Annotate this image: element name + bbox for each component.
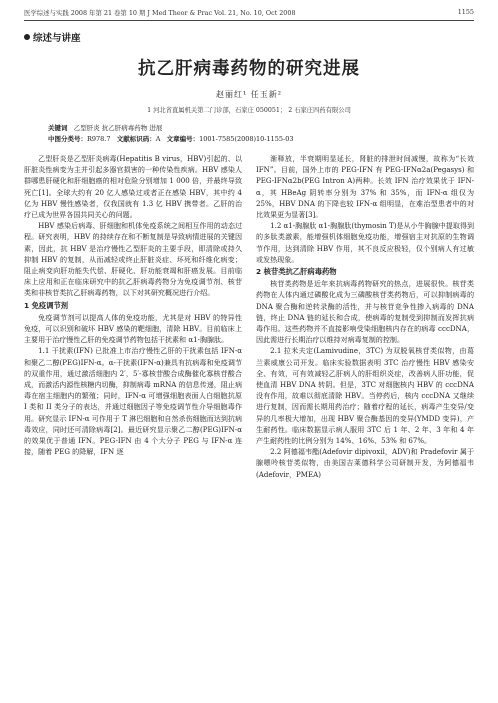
body-paragraph: 免疫调节剂可以提高人体的免疫功能，尤其是对 HBV 的特异性免疫，可以识别和破坏 HBV 感染的靶细胞，清除 HBV。目前临床上主要用于治疗慢性乙肝的免疫调节药物包括干扰素和 α1-胸腺肽。 <box>24 312 242 345</box>
section-tag-label: 综述与讲座 <box>33 33 81 44</box>
classification-line <box>48 134 474 145</box>
left-column <box>24 153 242 480</box>
body-paragraph: 2.1 拉米夫定(Lamivudine，3TC) 为双脱氧核苷类似物，由葛兰素威康公司开发。临床实验数据表明 3TC 治疗慢性 HBV 感染安全、有效，可有效减轻乙肝病人的肝组织炎症，改善病人肝功能，促使血清 HBV DNA 转阴。但是，3TC 对细胞核内 HBV 的 cccDNA 没有作用，故难以彻底清除 HBV。当停药后，核内 cccDNA 又继续进行复制，因而需长期用药治疗；随着疗程的延长，病毒产生变异/变异的几率极大增加，出现 HBV 聚合酶基因的变异(YMDD 变异)，产生耐药性。临床数据显示病人服用 3TC 后 1 年、2 年、3 年和 4 年产生耐药性的比例分别为 14%、16%、53% 和 67%。 <box>256 346 474 446</box>
doc-code-label: 文献标识码： <box>116 134 156 143</box>
article-meta <box>48 123 474 144</box>
body-paragraph: 核苷类药物是近年来抗病毒药物研究的热点，进展很快。核苷类药物在人体内通过磷酸化成为三磷酸核苷类药物后，可以抑制病毒的 DNA 聚合酶和逆转录酶的活性，并与核苷竞争性掺入病毒的 DNA 链，终止 DNA 链的延长和合成，使病毒的复制受到抑制而发挥抗病毒作用。这些药物并不直接影响受染细胞核内存在的病毒 cccDNA，因此需进行长期治疗以维持对病毒复制的控制。 <box>256 279 474 345</box>
page-number: 1155 <box>457 8 474 16</box>
keywords-line <box>48 123 474 134</box>
body-columns <box>24 153 474 480</box>
keywords-text: 乙型肝炎 抗乙肝病毒药物 进展 <box>73 124 163 132</box>
article-title: 抗乙肝病毒药物的研究进展 <box>138 59 360 79</box>
doc-code-value: A <box>155 134 161 143</box>
clc-value: R978.7 <box>87 134 111 143</box>
clc-label: 中图分类号： <box>48 134 87 143</box>
body-paragraph: HBV 感染后病毒、肝细胞和机体免疫系统之间相互作用的动态过程。研究表明，HBV 的持续存在和不断复制是导致病情进展的关键因素，因此，抗 HBV 是治疗慢性乙型肝炎的主要手段，即清除或持久抑制 HBV 的复制，从而减轻或终止肝脏炎症、坏死和纤维化病变；阻止病变向肝功能失代偿、肝硬化、肝功能衰竭和肝癌发展。目前临床上应用和正在临床研究中的抗乙肝病毒药物分为免疫调节剂、核苷类和非核苷类抗乙肝病毒药物，以下对其研究概况进行介绍。 <box>24 221 242 298</box>
author-affiliation: 1 河北省直属机关第二门诊部，石家庄 050051； 2 石家庄四药有限公司 <box>147 107 351 114</box>
body-paragraph: 1.1 干扰素(IFN) 已批准上市治疗慢性乙肝的干扰素包括 IFN-α 和聚乙二醇(PEG)IFN-α。α-干扰素(IFN-α)兼具有抗病毒和免疫调节的双重作用，通过激活细胞内 2′，5′-寡核苷酸合成酶催化寡核苷酸合成，而激活内源性核糖内切酶，抑制病毒 mRNA 的信息传递，阻止病毒在宿主细胞内的繁殖；同时，IFN-α 可增强细胞表面人白细胞抗原 I 类和 II 类分子的表达，并通过细胞因子等免疫调节性介导细胞毒作用。研究显示 IFN-α 可作用于 T 淋巴细胞和自然杀伤细胞而达到抗病毒效应，同时还可清除病毒[2]。最近研究显示聚乙二醇(PEG)IFN-α 的效果优于普通 IFN。PEG-IFN 由 4 个大分子 PEG 与 IFN-α 连接，随着 PEG 的降解，IFN 逐 <box>24 346 242 457</box>
section-tag <box>24 30 474 44</box>
right-column <box>256 153 474 480</box>
running-header <box>24 8 474 21</box>
keywords-label: 关键词 <box>48 124 68 132</box>
bullet-dot-icon <box>24 34 30 40</box>
body-paragraph: 2.2 阿德福韦酯(Adefovir dipivoxil，ADV)和 Pradefovir 属于腺嘌呤核苷类似物，由美国吉莱德科学公司研制开发，为阿德福韦(Adefovir，PMEA) <box>256 447 474 479</box>
section-heading: 2 核苷类抗乙肝病毒药物 <box>256 267 337 277</box>
body-paragraph: 乙型肝炎是乙型肝炎病毒(Hepatitis B virus，HBV)引起的、以肝脏炎性病变为主并引起多器官损害的一种传染性疾病。HBV 感染人群哪患肝硬化和肝细胞癌的相对危险分别增加 1 000 倍，并最终导致死亡[1]。全球大约有 20 亿人感染过或者正在感染 HBV，其中约 4 亿为 HBV 慢性感染者，仅我国就有 1.3 亿 HBV 携带者。乙肝的治疗已成为世界各国共同关心的问题。 <box>24 154 242 220</box>
article-id-label: 文章编号： <box>166 134 200 143</box>
article-authors: 赵丽红¹ 任玉新² <box>216 90 282 99</box>
body-paragraph: 渐释放，半衰期明显延长，肾脏的排泄时间减慢，故称为“长效 IFN”。目前，国外上市的 PEG-IFN 有 PEG-IFNα2a(Pegasys) 和 PEG-IFNα2b(PEG Intron A)两种。长效 IFN 治疗效果优于 IFN-α，其 HBeAg 阴转率分别为 37% 和 35%，而 IFN-α 组仅为 25%，HBV DNA 的下降也较 IFN-α 组明显，在难治型患者中的对比效果更为显著[3]。 <box>256 154 474 220</box>
journal-citation: 医学综述与实践 2008 年第 21 卷第 10 期 J Med Theor & Prac Vol. 21, No. 10, Oct 2008 <box>24 9 296 17</box>
section-heading: 1 免疫调节剂 <box>24 300 69 310</box>
article-id-value: 1001-7585(2008)10-1155-03 <box>199 134 294 143</box>
body-paragraph: 1.2 α1-胸腺肽 α1-胸腺肽(thymosin T)是从小牛胸腺中提取得到的多肽类激素，能增强机体细胞免疫功能，增强宿主对抗原的生物调节作用，达到清除 HBV 作用，其不良反应极轻，仅个别病人有过敏或发热现象。 <box>256 221 474 264</box>
